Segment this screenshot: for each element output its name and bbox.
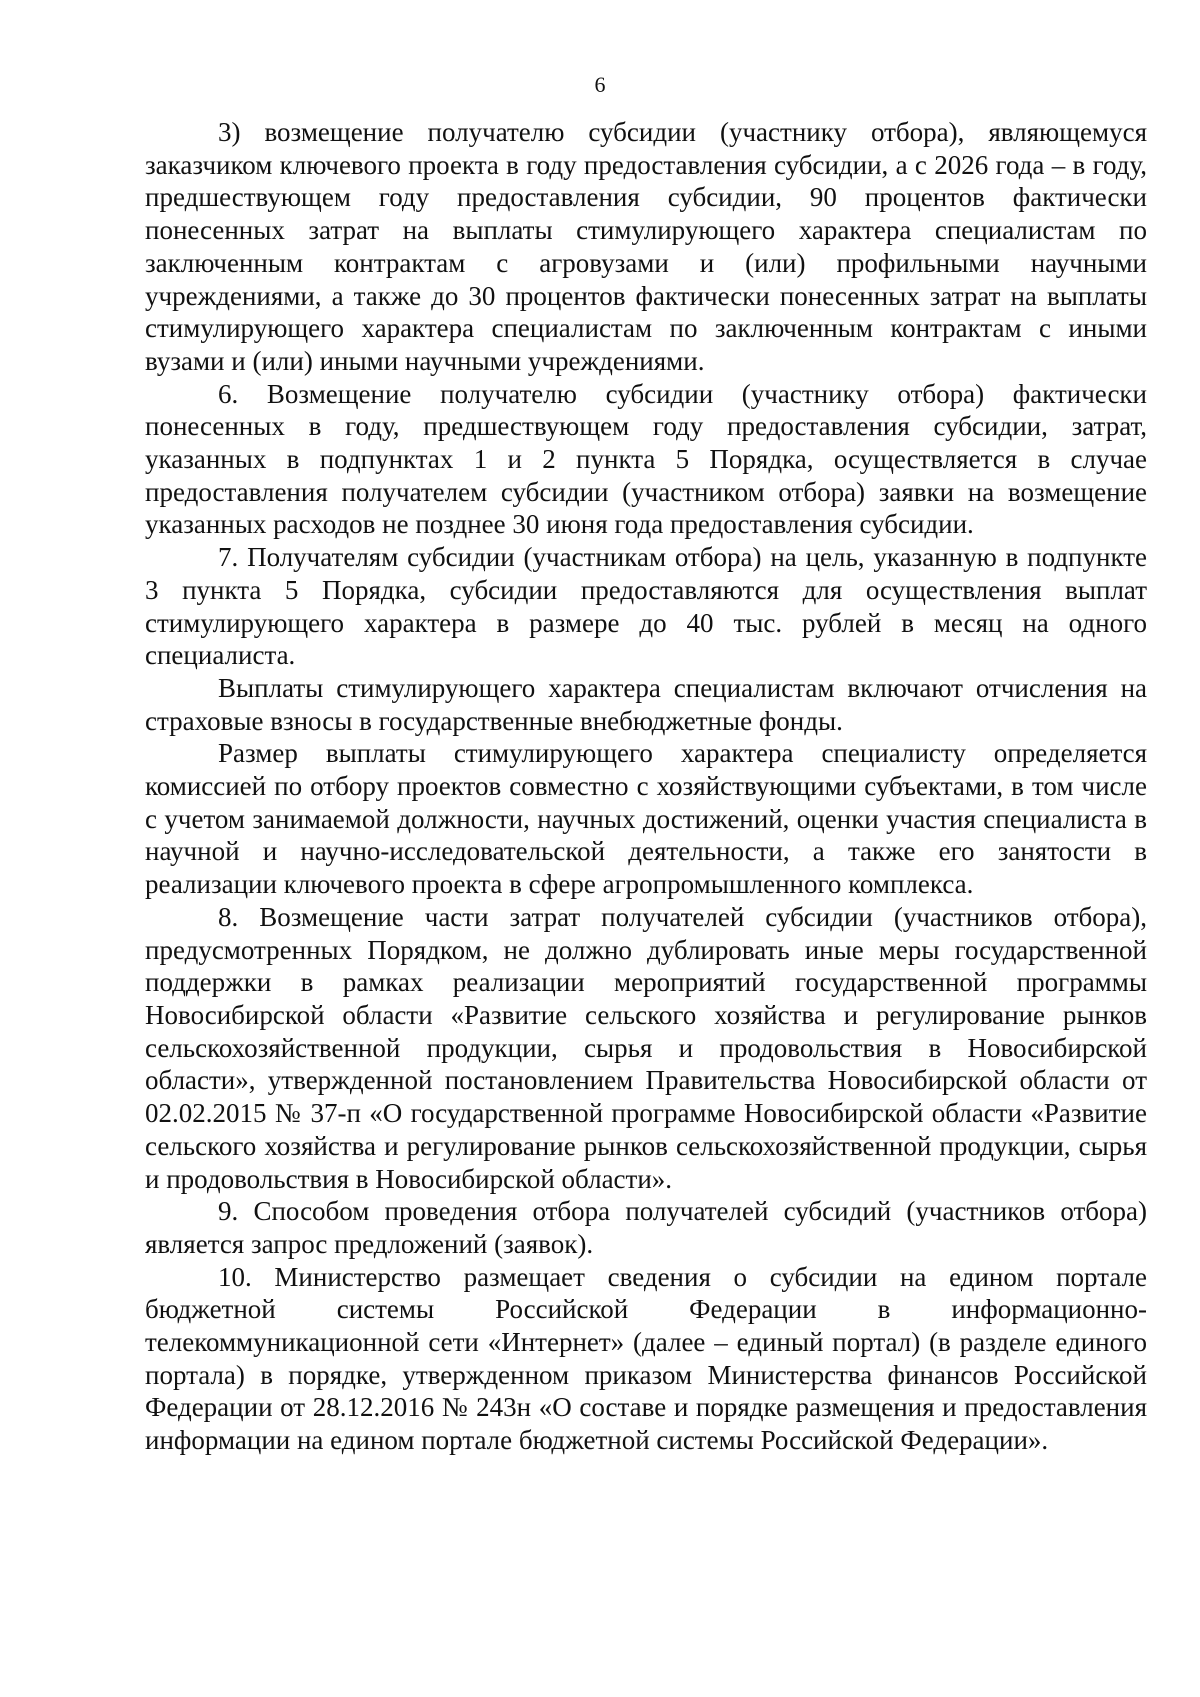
paragraph-payment-amount: Размер выплаты стимулирующего характера специалисту определяется комиссией по отбору проектов совместно с хозяйствующими субъектами, в том числе с учетом занимаемой должности, научных достижений, оценки участия специалиста в научной и научно-исследовательской деятельности, а также его занятости в реализации ключевого проекта в сфере агропромышленного комплекса. (145, 738, 1147, 900)
page-number: 6 (594, 72, 606, 97)
paragraph-item-6: 6. Возмещение получателю субсидии (участнику отбора) фактически понесенных в году, предшествующем году предоставления субсидии, затрат, указанных в подпунктах 1 и 2 пункта 5 Порядка, осуществляется в случае предоставления получателем субсидии (участником отбора) заявки на возмещение указанных расходов не позднее 30 июня года предоставления субсидии. (145, 378, 1147, 540)
paragraph-item-10: 10. Министерство размещает сведения о субсидии на едином портале бюджетной системы Российской Федерации в информационно-телекоммуникационной сети «Интернет» (далее – единый портал) (в разделе единого портала) в порядке, утвержденном приказом Министерства финансов Российской Федерации от 28.12.2016 № 243н «О составе и порядке размещения и предоставления информации на едином портале бюджетной системы Российской Федерации». (145, 1261, 1147, 1456)
paragraph-item-8: 8. Возмещение части затрат получателей субсидии (участников отбора), предусмотренных Порядком, не должно дублировать иные меры государственной поддержки в рамках реализации мероприятий государственной программы Новосибирской области «Развитие сельского хозяйства и регулирование рынков сельскохозяйственной продукции, сырья и продовольствия в Новосибирской области», утвержденной постановлением Правительства Новосибирской области от 02.02.2015 № 37-п «О государственной программе Новосибирской области «Развитие сельского хозяйства и регулирование рынков сельскохозяйственной продукции, сырья и продовольствия в Новосибирской области». (145, 901, 1147, 1194)
paragraph-payments-contributions: Выплаты стимулирующего характера специалистам включают отчисления на страховые взносы в государственные внебюджетные фонды. (145, 672, 1147, 736)
paragraph-item-7: 7. Получателям субсидии (участникам отбора) на цель, указанную в подпункте 3 пункта 5 Порядка, субсидии предоставляются для осуществления выплат стимулирующего характера в размере до 40 тыс. рублей в месяц на одного специалиста. (145, 542, 1147, 671)
document-body (145, 116, 1147, 1457)
paragraph-item-9: 9. Способом проведения отбора получателей субсидий (участников отбора) является запрос предложений (заявок). (145, 1196, 1147, 1259)
paragraph-subitem-3: 3) возмещение получателю субсидии (участнику отбора), являющемуся заказчиком ключевого проекта в году предоставления субсидии, а с 2026 года – в году, предшествующем году предоставления субсидии, 90 процентов фактически понесенных затрат на выплаты стимулирующего характера специалистам по заключенным контрактам с агровузами и (или) профильными научными учреждениями, а также до 30 процентов фактически понесенных затрат на выплаты стимулирующего характера специалистам по заключенным контрактам с иными вузами и (или) иными научными учреждениями. (145, 117, 1147, 376)
